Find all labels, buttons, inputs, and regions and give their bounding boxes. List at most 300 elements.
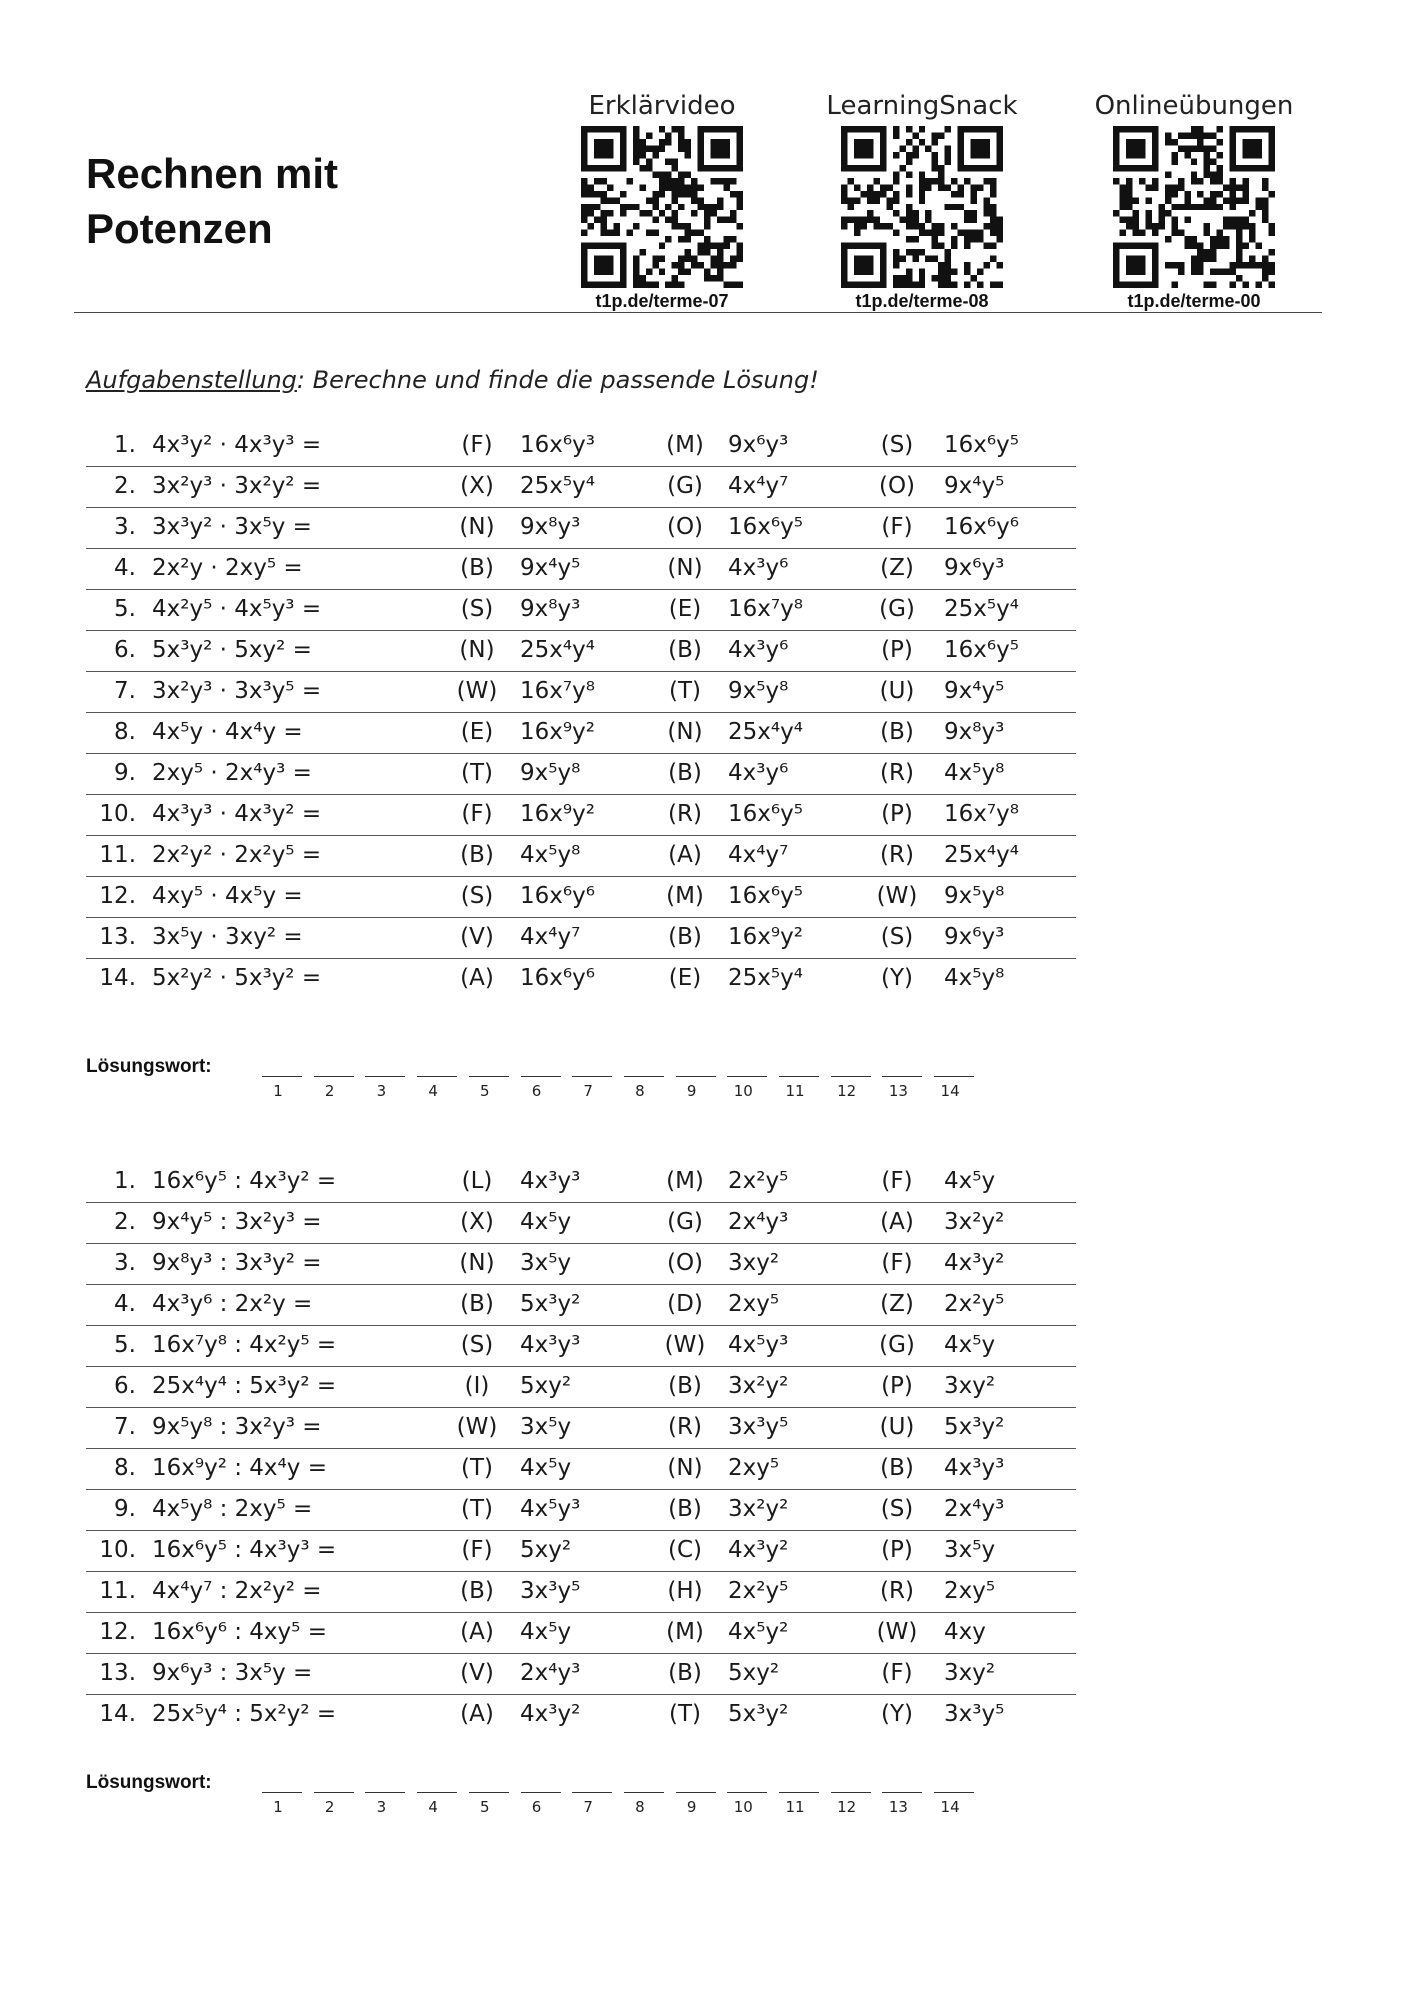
option-letter: (B): [460, 1578, 494, 1604]
option-letter: (B): [668, 760, 702, 786]
option-letter: (W): [876, 1619, 918, 1645]
task-expression: 3x⁵y · 3xy² =: [152, 924, 303, 950]
blank-number: 2: [324, 1798, 335, 1816]
option-value: 4x⁵y: [944, 1168, 996, 1194]
option-value: 2x⁴y³: [944, 1496, 1005, 1522]
solution-blank[interactable]: [934, 1776, 974, 1816]
task-expression: 4x⁵y⁸ : 2xy⁵ =: [152, 1496, 313, 1522]
blank-number: 9: [686, 1798, 697, 1816]
option-letter: (F): [881, 1168, 913, 1194]
task-number: 8.: [114, 1455, 136, 1481]
option-value: 16x⁶y⁵: [728, 883, 803, 909]
option-value: 9x⁵y⁸: [728, 678, 789, 704]
option-letter: (S): [880, 924, 914, 950]
qr-label: Erklärvideo: [588, 91, 736, 121]
option-letter: (W): [456, 1414, 498, 1440]
instruction-text: : Berechne und finde die passende Lösung!: [296, 366, 819, 394]
blank-line: [676, 1792, 716, 1793]
task-expression: 4x³y³ · 4x³y² =: [152, 801, 322, 827]
option-letter: (A): [460, 965, 494, 991]
task-row: [86, 1203, 1076, 1244]
solution-blank[interactable]: [831, 1060, 871, 1100]
option-letter: (P): [881, 1373, 913, 1399]
option-value: 3x⁵y: [520, 1250, 572, 1276]
qr-code-image: [581, 126, 743, 288]
option-letter: (W): [456, 678, 498, 704]
task-number: 12.: [99, 883, 136, 909]
task-row: [86, 590, 1076, 631]
solution-blank[interactable]: [521, 1776, 561, 1816]
task-expression: 4xy⁵ · 4x⁵y =: [152, 883, 303, 909]
option-value: 2xy⁵: [728, 1455, 780, 1481]
option-letter: (W): [664, 1332, 706, 1358]
option-value: 16x⁷y⁸: [944, 801, 1019, 827]
blank-line: [521, 1792, 561, 1793]
solution-blank[interactable]: [934, 1060, 974, 1100]
task-number: 1.: [114, 1168, 136, 1194]
solution-blank[interactable]: [572, 1060, 612, 1100]
solution-blank[interactable]: [624, 1776, 664, 1816]
option-letter: (B): [460, 1291, 494, 1317]
option-letter: (B): [880, 719, 914, 745]
option-letter: (Z): [880, 555, 914, 581]
task-number: 5.: [114, 1332, 136, 1358]
option-value: 4x³y²: [520, 1701, 581, 1727]
option-value: 3x³y⁵: [728, 1414, 789, 1440]
option-value: 25x⁵y⁴: [944, 596, 1019, 622]
blank-number: 12: [837, 1082, 857, 1100]
solution-blank[interactable]: [882, 1776, 922, 1816]
option-value: 3xy²: [944, 1373, 996, 1399]
blank-number: 11: [785, 1082, 805, 1100]
solution-blank[interactable]: [572, 1776, 612, 1816]
option-value: 3x²y²: [944, 1209, 1005, 1235]
blank-number: 1: [273, 1082, 283, 1100]
task-row: [86, 1572, 1076, 1613]
option-value: 4x⁵y⁸: [520, 842, 581, 868]
solution-blank[interactable]: [676, 1060, 716, 1100]
option-value: 25x⁴y⁴: [728, 719, 803, 745]
option-value: 5x³y²: [944, 1414, 1005, 1440]
blank-line: [314, 1792, 354, 1793]
option-letter: (B): [880, 1455, 914, 1481]
blank-number: 7: [583, 1798, 593, 1816]
option-value: 2xy⁵: [728, 1291, 780, 1317]
option-letter: (A): [460, 1619, 494, 1645]
option-letter: (M): [666, 883, 704, 909]
division-tasks: [86, 1162, 1076, 1735]
option-letter: (F): [461, 801, 493, 827]
option-value: 4x⁵y: [944, 1332, 996, 1358]
solution-blank[interactable]: [314, 1776, 354, 1816]
task-expression: 3x²y³ · 3x²y² =: [152, 473, 322, 499]
task-expression: 9x⁵y⁸ : 3x²y³ =: [152, 1414, 322, 1440]
option-value: 2x²y⁵: [944, 1291, 1005, 1317]
task-expression: 3x³y² · 3x⁵y =: [152, 514, 312, 540]
option-value: 5xy²: [520, 1537, 572, 1563]
task-row: [86, 918, 1076, 959]
task-number: 13.: [99, 1660, 136, 1686]
option-letter: (C): [667, 1537, 702, 1563]
option-letter: (N): [459, 1250, 495, 1276]
header-divider: [74, 312, 1322, 313]
blank-number: 11: [785, 1798, 805, 1816]
option-value: 4x⁵y⁸: [944, 760, 1005, 786]
solution-blank[interactable]: [417, 1060, 457, 1100]
task-number: 10.: [99, 801, 136, 827]
title-line-1: Rechnen mit: [86, 150, 339, 197]
blank-number: 8: [635, 1798, 645, 1816]
solution-blanks: [262, 1060, 982, 1104]
option-letter: (N): [459, 637, 495, 663]
task-row: [86, 877, 1076, 918]
solution-blank[interactable]: [882, 1060, 922, 1100]
option-value: 4x³y⁶: [728, 555, 789, 581]
blank-number: 4: [428, 1082, 438, 1100]
task-expression: 2x²y · 2xy⁵ =: [152, 555, 303, 581]
option-value: 4x⁵y: [520, 1619, 572, 1645]
option-value: 3x²y²: [728, 1496, 789, 1522]
option-value: 3x⁵y: [944, 1537, 996, 1563]
option-value: 9x⁴y⁵: [944, 678, 1005, 704]
solution-blank[interactable]: [521, 1060, 561, 1100]
option-letter: (N): [459, 514, 495, 540]
option-letter: (U): [879, 678, 915, 704]
solution-blank[interactable]: [469, 1060, 509, 1100]
instruction-label: Aufgabenstellung: [86, 366, 297, 394]
task-number: 6.: [114, 1373, 136, 1399]
blank-line: [417, 1792, 457, 1793]
option-value: 16x⁶y⁶: [520, 883, 595, 909]
option-value: 9x⁸y³: [944, 719, 1005, 745]
task-number: 14.: [99, 965, 136, 991]
task-expression: 16x⁶y⁵ : 4x³y² =: [152, 1168, 337, 1194]
qr-label: Onlineübungen: [1094, 91, 1294, 121]
task-expression: 2xy⁵ · 2x⁴y³ =: [152, 760, 312, 786]
option-value: 4x⁴y⁷: [728, 842, 789, 868]
option-value: 4x³y⁶: [728, 760, 789, 786]
blank-line: [262, 1076, 302, 1077]
option-letter: (W): [876, 883, 918, 909]
solution-blank[interactable]: [727, 1776, 767, 1816]
option-value: 16x⁶y⁵: [728, 514, 803, 540]
option-value: 4x⁴y⁷: [520, 924, 581, 950]
option-value: 2xy⁵: [944, 1578, 996, 1604]
title-line-2: Potenzen: [86, 205, 273, 252]
option-value: 2x⁴y³: [728, 1209, 789, 1235]
option-value: 4x⁵y³: [728, 1332, 789, 1358]
option-letter: (P): [881, 637, 913, 663]
option-letter: (G): [879, 1332, 915, 1358]
task-row: [86, 1408, 1076, 1449]
option-letter: (N): [667, 1455, 703, 1481]
task-expression: 5x³y² · 5xy² =: [152, 637, 312, 663]
blank-line: [417, 1076, 457, 1077]
blank-line: [882, 1076, 922, 1077]
option-value: 3x²y²: [728, 1373, 789, 1399]
solution-blank[interactable]: [314, 1060, 354, 1100]
blank-number: 12: [837, 1798, 857, 1816]
task-number: 6.: [114, 637, 136, 663]
qr-url: t1p.de/terme-00: [1127, 291, 1261, 311]
solution-blank[interactable]: [365, 1060, 405, 1100]
solution-blank[interactable]: [831, 1776, 871, 1816]
task-row: [86, 713, 1076, 754]
multiplication-tasks: [86, 426, 1076, 999]
option-value: 16x⁷y⁸: [520, 678, 595, 704]
option-value: 9x⁵y⁸: [944, 883, 1005, 909]
option-value: 9x⁶y³: [944, 555, 1005, 581]
task-number: 2.: [114, 473, 136, 499]
blank-line: [676, 1076, 716, 1077]
option-letter: (R): [668, 1414, 702, 1440]
option-value: 3xy²: [944, 1660, 996, 1686]
solution-blank[interactable]: [262, 1060, 302, 1100]
option-letter: (N): [667, 555, 703, 581]
option-value: 9x⁵y⁸: [520, 760, 581, 786]
task-row: [86, 1695, 1076, 1735]
option-value: 25x⁵y⁴: [520, 473, 595, 499]
option-letter: (R): [668, 801, 702, 827]
option-value: 4x³y³: [944, 1455, 1005, 1481]
option-value: 9x⁸y³: [520, 596, 581, 622]
blank-line: [365, 1792, 405, 1793]
blank-number: 4: [428, 1798, 438, 1816]
option-letter: (A): [668, 842, 702, 868]
option-value: 9x⁴y⁵: [520, 555, 581, 581]
option-letter: (V): [460, 924, 494, 950]
task-number: 7.: [114, 1414, 136, 1440]
task-number: 14.: [99, 1701, 136, 1727]
task-number: 9.: [114, 760, 136, 786]
task-number: 11.: [99, 1578, 136, 1604]
task-number: 11.: [99, 842, 136, 868]
qr-url: t1p.de/terme-08: [855, 291, 989, 311]
blank-line: [469, 1792, 509, 1793]
option-letter: (A): [460, 1701, 494, 1727]
task-row: [86, 836, 1076, 877]
option-letter: (R): [880, 842, 914, 868]
task-row: [86, 959, 1076, 999]
blank-number: 8: [635, 1082, 645, 1100]
task-number: 13.: [99, 924, 136, 950]
instruction: [86, 366, 819, 394]
option-value: 5xy²: [520, 1373, 572, 1399]
option-letter: (N): [667, 719, 703, 745]
option-value: 3xy²: [728, 1250, 780, 1276]
task-number: 10.: [99, 1537, 136, 1563]
option-letter: (B): [668, 637, 702, 663]
task-number: 12.: [99, 1619, 136, 1645]
solution-blank[interactable]: [676, 1776, 716, 1816]
solution-blank[interactable]: [779, 1776, 819, 1816]
task-expression: 9x⁸y³ : 3x³y² =: [152, 1250, 322, 1276]
option-value: 4x⁵y⁸: [944, 965, 1005, 991]
option-letter: (X): [460, 1209, 494, 1235]
task-number: 4.: [114, 555, 136, 581]
task-row: [86, 1162, 1076, 1203]
option-letter: (B): [668, 924, 702, 950]
task-row: [86, 1326, 1076, 1367]
solution-blank[interactable]: [365, 1776, 405, 1816]
task-number: 5.: [114, 596, 136, 622]
task-expression: 9x⁶y³ : 3x⁵y =: [152, 1660, 313, 1686]
option-letter: (B): [668, 1373, 702, 1399]
task-row: [86, 1654, 1076, 1695]
option-value: 9x⁶y³: [944, 924, 1005, 950]
option-letter: (T): [461, 1455, 493, 1481]
task-expression: 16x⁶y⁶ : 4xy⁵ =: [152, 1619, 327, 1645]
blank-number: 14: [940, 1082, 960, 1100]
option-letter: (M): [666, 432, 704, 458]
blank-line: [882, 1792, 922, 1793]
blank-line: [727, 1076, 767, 1077]
task-number: 2.: [114, 1209, 136, 1235]
option-letter: (B): [668, 1496, 702, 1522]
blank-number: 13: [888, 1798, 908, 1816]
blank-number: 5: [480, 1798, 490, 1816]
solution-blank[interactable]: [262, 1776, 302, 1816]
task-row: [86, 795, 1076, 836]
solution-label: Lösungswort:: [86, 1772, 212, 1793]
blank-number: 10: [733, 1082, 753, 1100]
option-letter: (S): [880, 1496, 914, 1522]
solution-blank[interactable]: [417, 1776, 457, 1816]
blank-number: 13: [888, 1082, 908, 1100]
task-expression: 16x⁶y⁵ : 4x³y³ =: [152, 1537, 337, 1563]
option-value: 4x⁵y³: [520, 1496, 581, 1522]
option-value: 9x⁸y³: [520, 514, 581, 540]
task-number: 1.: [114, 432, 136, 458]
option-letter: (S): [460, 596, 494, 622]
task-expression: 4x³y² · 4x³y³ =: [152, 432, 322, 458]
option-value: 2x²y⁵: [728, 1578, 789, 1604]
blank-number: 2: [324, 1082, 335, 1100]
option-letter: (B): [668, 1660, 702, 1686]
option-value: 16x⁹y²: [520, 801, 595, 827]
option-letter: (F): [461, 432, 493, 458]
solution-blank[interactable]: [779, 1060, 819, 1100]
option-letter: (T): [461, 760, 493, 786]
option-value: 3x³y⁵: [944, 1701, 1005, 1727]
option-value: 16x⁷y⁸: [728, 596, 803, 622]
option-value: 4x⁴y⁷: [728, 473, 789, 499]
task-row: [86, 631, 1076, 672]
option-value: 16x⁹y²: [520, 719, 595, 745]
task-expression: 3x²y³ · 3x³y⁵ =: [152, 678, 322, 704]
qr-code-image: [1113, 126, 1275, 288]
blank-line: [727, 1792, 767, 1793]
blank-number: 14: [940, 1798, 960, 1816]
option-value: 9x⁴y⁵: [944, 473, 1005, 499]
blank-line: [831, 1792, 871, 1793]
task-row: [86, 672, 1076, 713]
qr-label: LearningSnack: [826, 91, 1018, 121]
option-value: 25x⁵y⁴: [728, 965, 803, 991]
option-letter: (R): [880, 1578, 914, 1604]
option-letter: (A): [880, 1209, 914, 1235]
option-letter: (E): [460, 719, 494, 745]
blank-number: 9: [686, 1082, 697, 1100]
option-value: 3x⁵y: [520, 1414, 572, 1440]
option-letter: (F): [881, 1250, 913, 1276]
option-value: 16x⁶y⁵: [728, 801, 803, 827]
option-letter: (R): [880, 760, 914, 786]
blank-number: 6: [531, 1798, 542, 1816]
option-value: 5x³y²: [728, 1701, 789, 1727]
option-letter: (X): [460, 473, 494, 499]
option-value: 4x⁵y: [520, 1209, 572, 1235]
option-letter: (D): [667, 1291, 703, 1317]
option-value: 3x³y⁵: [520, 1578, 581, 1604]
option-value: 5xy²: [728, 1660, 780, 1686]
option-value: 16x⁶y⁵: [944, 432, 1019, 458]
blank-line: [934, 1076, 974, 1077]
option-value: 4x³y²: [728, 1537, 789, 1563]
option-letter: (E): [668, 596, 702, 622]
solution-blank[interactable]: [727, 1060, 767, 1100]
blank-line: [624, 1076, 664, 1077]
task-number: 9.: [114, 1496, 136, 1522]
option-letter: (S): [460, 1332, 494, 1358]
blank-number: 5: [480, 1082, 490, 1100]
option-value: 16x⁶y⁶: [944, 514, 1019, 540]
option-value: 16x⁶y⁶: [520, 965, 595, 991]
option-letter: (P): [881, 801, 913, 827]
option-letter: (S): [880, 432, 914, 458]
option-value: 25x⁴y⁴: [520, 637, 595, 663]
option-value: 16x⁶y³: [520, 432, 595, 458]
blank-number: 6: [531, 1082, 542, 1100]
task-row: [86, 1244, 1076, 1285]
option-value: 9x⁶y³: [728, 432, 789, 458]
task-expression: 4x³y⁶ : 2x²y =: [152, 1291, 313, 1317]
task-expression: 25x⁴y⁴ : 5x³y² =: [152, 1373, 337, 1399]
task-row: [86, 1613, 1076, 1654]
blank-line: [934, 1792, 974, 1793]
task-row: [86, 549, 1076, 590]
task-number: 7.: [114, 678, 136, 704]
blank-number: 10: [733, 1798, 753, 1816]
qr-block-onlineuebungen: [1084, 90, 1304, 312]
blank-line: [314, 1076, 354, 1077]
task-row: [86, 1285, 1076, 1326]
option-value: 16x⁶y⁵: [944, 637, 1019, 663]
option-letter: (Y): [881, 965, 913, 991]
task-expression: 4x⁵y · 4x⁴y =: [152, 719, 303, 745]
blank-number: 7: [583, 1082, 593, 1100]
option-letter: (F): [881, 1660, 913, 1686]
task-row: [86, 508, 1076, 549]
solution-blanks: [262, 1776, 982, 1820]
option-letter: (T): [669, 678, 701, 704]
option-value: 2x²y⁵: [728, 1168, 789, 1194]
option-letter: (O): [666, 1250, 704, 1276]
blank-line: [572, 1076, 612, 1077]
option-value: 4x⁵y: [520, 1455, 572, 1481]
option-letter: (H): [667, 1578, 703, 1604]
option-letter: (S): [460, 883, 494, 909]
option-value: 4xy: [944, 1619, 986, 1645]
blank-line: [262, 1792, 302, 1793]
task-number: 8.: [114, 719, 136, 745]
task-expression: 9x⁴y⁵ : 3x²y³ =: [152, 1209, 322, 1235]
qr-block-learningsnack: [812, 90, 1032, 312]
task-row: [86, 467, 1076, 508]
solution-blank[interactable]: [469, 1776, 509, 1816]
solution-blank[interactable]: [624, 1060, 664, 1100]
option-letter: (M): [666, 1619, 704, 1645]
